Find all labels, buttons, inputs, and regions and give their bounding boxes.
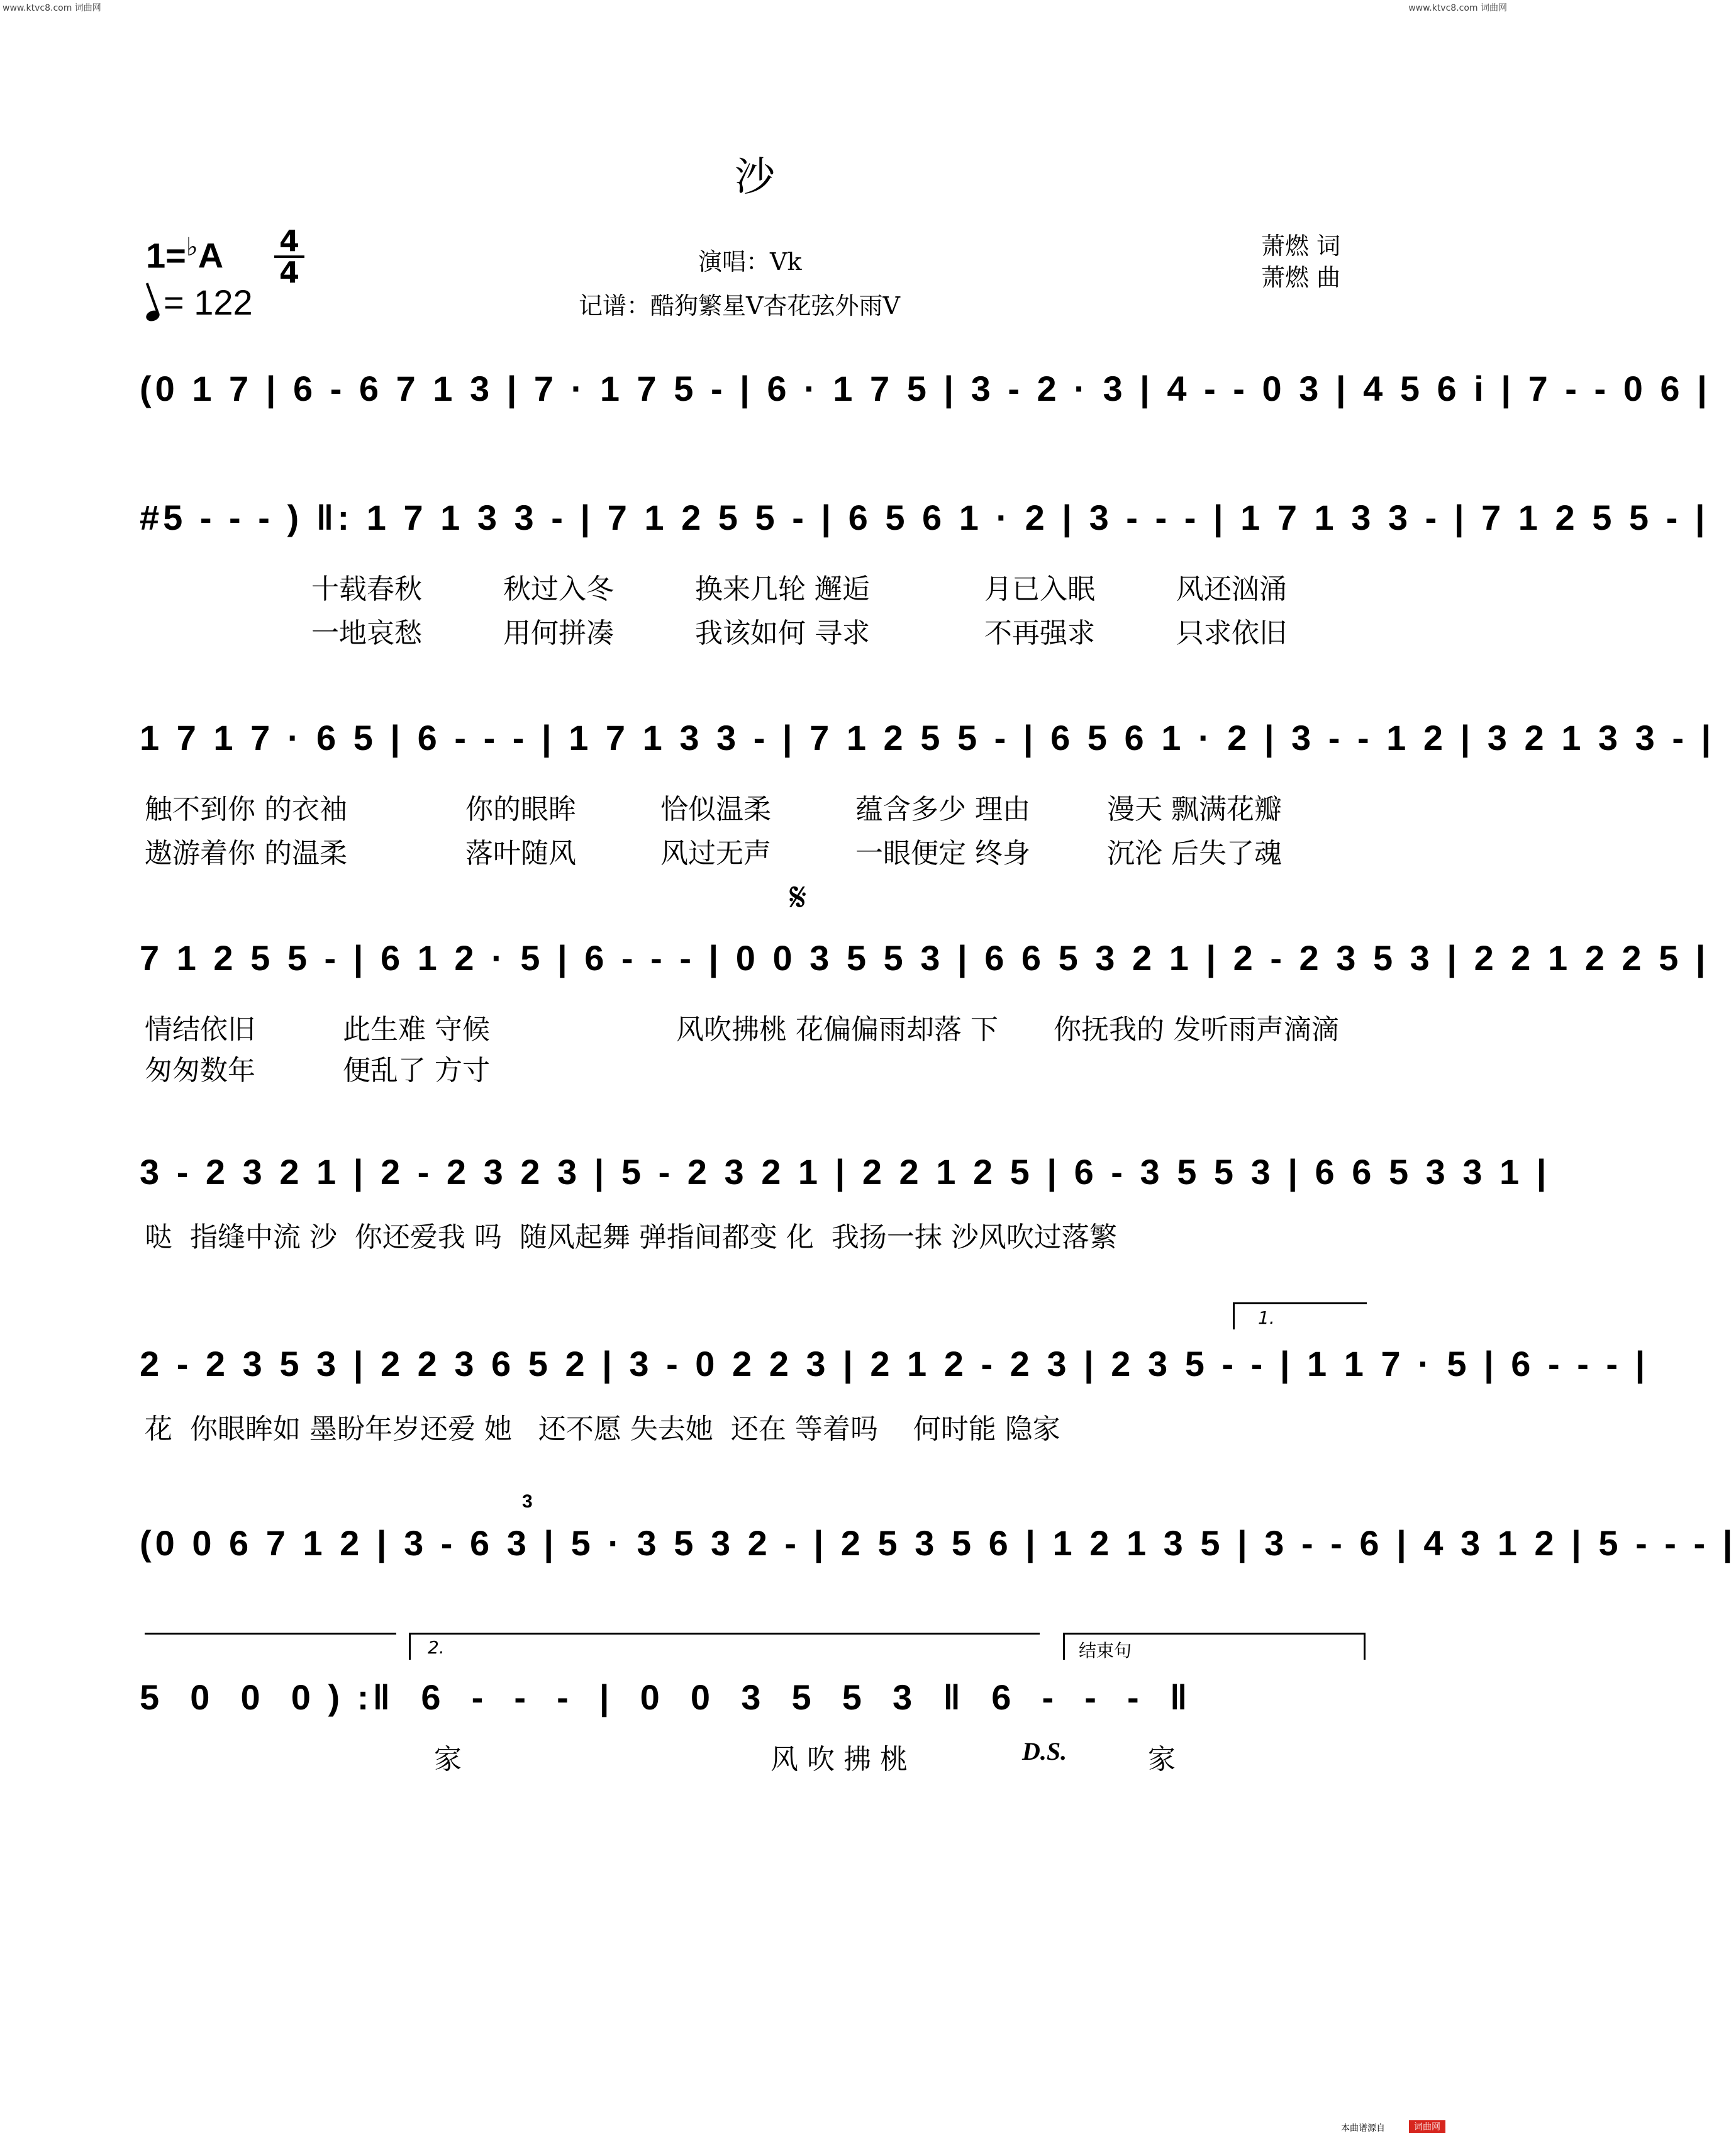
notation-row-8: 5 0 0 0 ) :‖ 6 - - - | 0 0 3 5 5 3 ‖ 6 - - - ‖ xyxy=(140,1677,1191,1717)
song-title: 沙 xyxy=(735,154,775,201)
lyric-r3-v1-a: 触不到你 的衣袖 xyxy=(145,793,347,825)
lyric-r3-v1-c: 恰似温柔 xyxy=(660,793,771,825)
lyric-r2-v2-c: 我该如何 寻求 xyxy=(695,617,870,649)
notation-row-7: (0 0 6 7 1 2 | 3 - 6 3 | 5 · 3 5 3 2 - | 2 5 3 5 6 | 1 2 1 3 5 | 3 - - 6 | 4 3 1 2 | 5 - - - | xyxy=(140,1523,1736,1563)
lyric-r6: 花 你眼眸如 墨盼年岁还爱 她 还不愿 失去她 还在 等着吗 何时能 隐家 xyxy=(145,1413,1060,1445)
lyric-r3-v1-e: 漫天 飘满花瓣 xyxy=(1107,793,1282,825)
notation-row-6: 2 - 2 3 5 3 | 2 2 3 6 5 2 | 3 - 0 2 2 3 | 2 1 2 - 2 3 | 2 3 5 - - | 1 1 7 · 5 | 6 - - - | xyxy=(140,1344,1649,1384)
volta-1-bracket xyxy=(1233,1302,1367,1329)
quarter-note-icon xyxy=(145,309,161,323)
transcriber-credit: 记谱：酷狗繁星V杏花弦外雨V xyxy=(579,292,900,320)
lyric-r3-v2-b: 落叶随风 xyxy=(465,837,576,869)
watermark-right: www.ktvc8.com 词曲网 xyxy=(1408,3,1507,13)
lyric-r8-c: 家 xyxy=(1148,1743,1176,1775)
lyric-r4-v1-a: 情结依旧 xyxy=(145,1014,255,1046)
lyric-r3-v2-c: 风过无声 xyxy=(660,837,771,869)
watermark-left: www.ktvc8.com 词曲网 xyxy=(3,3,101,13)
segno-sign: 𝄋 xyxy=(789,875,807,921)
notation-row-2: #5 - - - ) ‖: 1 7 1 3 3 - | 7 1 2 5 5 - | 6 5 6 1 · 2 | 3 - - - | 1 7 1 3 3 - | 7 1 2 5 5 - | xyxy=(140,498,1709,537)
lyric-r8-b: 风 吹 拂 桃 xyxy=(771,1743,908,1775)
lyric-r4-v2-a: 匆匆数年 xyxy=(145,1054,255,1087)
lyric-r2-v2-a: 一地哀愁 xyxy=(311,617,422,649)
singer-credit: 演唱：Vk xyxy=(698,248,802,276)
triplet-mark: 3 xyxy=(522,1491,537,1512)
lyric-r4-v1-c: 风吹拂桃 花偏偏雨却落 下 xyxy=(676,1014,998,1046)
time-signature: 4 4 xyxy=(274,228,304,286)
lyric-r2-v1-e: 风还汹涌 xyxy=(1176,573,1287,605)
lyric-r4-v2-b: 便乱了 方寸 xyxy=(343,1054,490,1087)
lyric-r4-v1-b: 此生难 守候 xyxy=(343,1014,490,1046)
lyric-r2-v1-b: 秋过入冬 xyxy=(503,573,614,605)
notation-row-1: (0 1 7 | 6 - 6 7 1 3 | 7 · 1 7 5 - | 6 · 1 7 5 | 3 - 2 · 3 | 4 - - 0 3 | 4 5 6 i | 7 - - 0 6 | xyxy=(140,369,1711,408)
tempo-marking: = 122 xyxy=(146,282,253,323)
lyric-r3-v2-d: 一眼便定 终身 xyxy=(855,837,1030,869)
lyric-r2-v1-d: 月已入眠 xyxy=(984,573,1095,605)
lyric-r2-v2-e: 只求依旧 xyxy=(1176,617,1287,649)
volta-2-label: 2. xyxy=(428,1637,445,1658)
lyric-r2-v2-d: 不再强求 xyxy=(984,617,1095,649)
lyric-r3-v2-a: 遨游着你 的温柔 xyxy=(145,837,347,869)
ds-marking: D.S. xyxy=(1022,1737,1067,1765)
lyric-r2-v1-a: 十载春秋 xyxy=(311,573,422,605)
composer-credit: 萧燃 曲 xyxy=(1261,264,1341,291)
volta-1-label: 1. xyxy=(1258,1307,1275,1328)
lyricist-credit: 萧燃 词 xyxy=(1261,232,1341,260)
volta-2-bracket xyxy=(409,1633,1040,1660)
key-signature: 1=♭A xyxy=(146,233,224,276)
ending-label: 结束句 xyxy=(1079,1640,1132,1661)
staff-separator-line xyxy=(145,1633,396,1635)
notation-row-3: 1 7 1 7 · 6 5 | 6 - - - | 1 7 1 3 3 - | 7 1 2 5 5 - | 6 5 6 1 · 2 | 3 - - 1 2 | 3 2 1 3 3 - | xyxy=(140,718,1715,758)
lyric-r2-v2-b: 用何拼凑 xyxy=(503,617,614,649)
lyric-r3-v1-d: 蕴含多少 理由 xyxy=(855,793,1030,825)
lyric-r3-v1-b: 你的眼眸 xyxy=(465,793,576,825)
lyric-r5: 哒 指缝中流 沙 你还爱我 吗 随风起舞 弹指间都变 化 我扬一抹 沙风吹过落繁 xyxy=(145,1221,1117,1253)
notation-row-4: 7 1 2 5 5 - | 6 1 2 · 5 | 6 - - - | 0 0 3 5 5 3 | 6 6 5 3 2 1 | 2 - 2 3 5 3 | 2 2 1 2 2 5 | xyxy=(140,938,1710,978)
lyric-r3-v2-e: 沉沦 后失了魂 xyxy=(1107,837,1282,869)
lyric-r8-a: 家 xyxy=(434,1743,462,1775)
footer-source: 本曲谱源自 xyxy=(1341,2123,1385,2133)
lyric-r4-v1-d: 你抚我的 发听雨声滴滴 xyxy=(1054,1014,1339,1046)
notation-row-5: 3 - 2 3 2 1 | 2 - 2 3 2 3 | 5 - 2 3 2 1 | 2 2 1 2 5 | 6 - 3 5 5 3 | 6 6 5 3 3 1 | xyxy=(140,1152,1550,1192)
footer-logo: 词曲网 xyxy=(1409,2120,1445,2133)
lyric-r2-v1-c: 换来几轮 邂逅 xyxy=(695,573,870,605)
